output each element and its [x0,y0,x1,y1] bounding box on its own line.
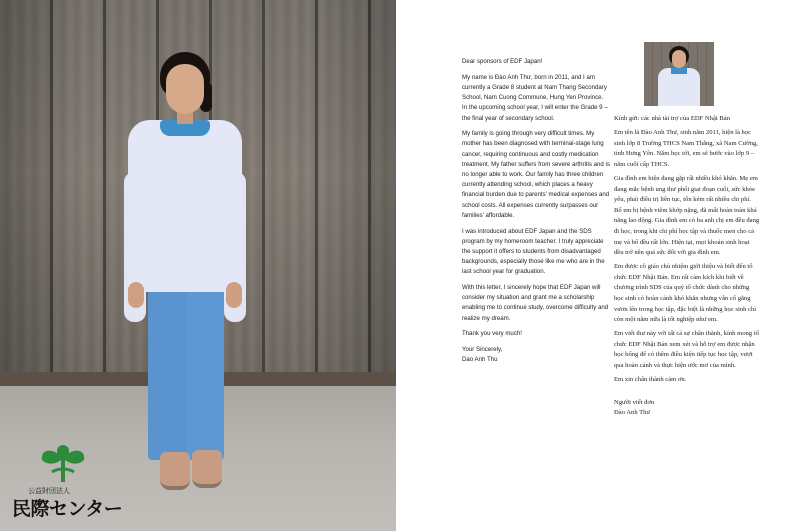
letter-vietnamese [614,114,760,419]
letter-paragraph: Thank you very much! [462,330,522,338]
letter-greeting: Dear sponsors of EDF Japan! [462,58,543,65]
student-photo [0,0,396,531]
letter-greeting-vn: Kính gửi: các nhà tài trợ của EDF Nhật Bản [614,115,731,122]
letter-paragraph-vn: Em được cô giáo chủ nhiệm giới thiệu và biết đến tổ chức EDF Nhật Bản. Em rất cảm kích khi biết về chương trình SDS của quý tổ chức dành cho những học sinh có hoàn cảnh khó khăn nhưng vẫn cố gắng vươn lên trong học tập, đặc biệt là những học sinh chỉ còn một năm nữa là tốt nghiệp như em. [614,263,757,324]
letter-paragraph: With this letter, I sincerely hope that EDF Japan will consider my situation and grant me a scholarship enabling me to continue study, overcome difficulty and realize my dream. [462,284,609,322]
face [166,64,204,114]
letter-paragraph: My family is going through very difficult times. My mother has been diagnosed with terminal-stage lung cancer, requiring continuous and costly medication treatment. My father suffers from severe arthritis and is no longer able to work. Our family has three children currently attending school, which places a heavy financial burden due to parents' medical expenses and school costs. All expenses currently surpasses our families' affordable. [462,130,610,219]
sandal [160,452,190,490]
edf-logo [10,440,123,525]
letter-paragraph-vn: Em xin chân thành cảm ơn. [614,376,687,384]
school-shirt [128,120,242,292]
letter-paragraph: I was introduced about EDF Japan and the SDS program by my homeroom teacher. I truly appreciate the support it offers to students from disadvantaged backgrounds, especially those like me who are in the last school year for graduation. [462,227,605,276]
letter-paragraph-vn: Em viết thư này với tất cả sự chân thành, kính mong tổ chức EDF Nhật Bản xem xét và hỗ trợ em được nhận học bổng để có thêm điều kiện tiếp tục học tập, vượt qua hoàn cảnh và thực hiện ước mơ của mình. [614,330,759,370]
logo-title: 民際センター [12,499,123,520]
letter-paragraph: My name is Đào Anh Thư, born in 2011, and I am currently a Grade 8 student at Nam Thang Secondary School, Nam Cuong Commune, Hung Yen Province. In the upcoming school year, I will enter the Grade 9 – the final year of secondary school. [462,73,608,122]
letter-english [462,57,610,365]
letter-closing-vn: Người viết đơn [614,398,655,406]
letter-paragraph-vn: Em tên là Đào Anh Thư, sinh năm 2011, hiện là học sinh lớp 8 Trường THCS Nam Thắng, xã Nam Cường, tỉnh Hưng Yên. Năm học tới, em sẽ bước vào lớp 9 – năm cuối cấp THCS. [614,129,758,168]
sprout-logo-icon [38,442,88,484]
student-figure [116,52,266,492]
letter-signature-vn: Đào Anh Thư [614,409,651,417]
student-thumbnail [644,42,714,106]
jeans [148,290,186,460]
letter-page [396,0,800,531]
logo-subtitle: 公益財団法人 [28,488,70,495]
letter-closing: Your Sincerely, [462,346,503,354]
letter-signature: Dao Anh Thu [462,356,498,364]
letter-paragraph-vn: Gia đình em hiện đang gặp rất nhiều khó khăn. Mẹ em đang mắc bệnh ung thư phổi giai đoạn cuối, sức khỏe yếu, phải điều trị liên tục, tốn kém rất nhiều chi phí. Bố em bị bệnh viêm khớp nặng, đã mất hoàn toàn khả năng lao động. Gia đình em có ba anh chị em đều đang đi học, trong khi chi phí học tập và thuốc men cho cả mẹ và bố đều rất lớn. Hiện tại, mọi khoản sinh hoạt đều trở nên quá sức đối với gia đình em. [614,174,760,257]
